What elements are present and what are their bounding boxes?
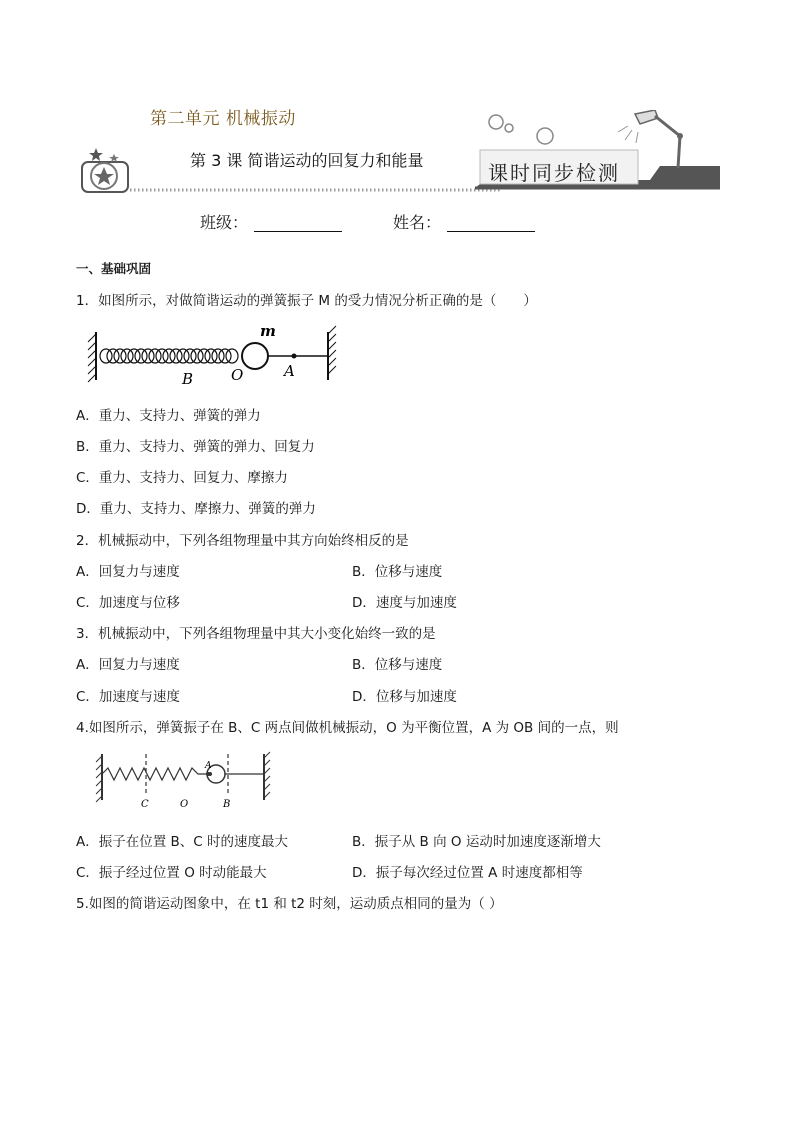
question-2-option-d[interactable]: D．速度与加速度 xyxy=(352,595,457,611)
question-3-option-a[interactable]: A．回复力与速度 xyxy=(76,657,180,673)
label-O: O xyxy=(231,366,244,384)
name-blank[interactable] xyxy=(447,215,535,232)
question-5-stem: 5.如图的简谐运动图象中，在 t1 和 t2 时刻，运动质点相同的量为（ ） xyxy=(76,896,503,912)
question-3-option-b[interactable]: B．位移与速度 xyxy=(352,657,443,673)
question-2-stem: 2．机械振动中，下列各组物理量中其方向始终相反的是 xyxy=(76,533,409,549)
question-3-option-c[interactable]: C．加速度与速度 xyxy=(76,689,180,705)
question-1-option-a[interactable]: A．重力、支持力、弹簧的弹力 xyxy=(76,408,261,424)
question-2-option-b[interactable]: B．位移与速度 xyxy=(352,564,443,580)
banner-text: 课时同步检测 xyxy=(488,161,620,185)
name-label: 姓名： xyxy=(393,213,442,232)
question-3-option-d[interactable]: D．位移与加速度 xyxy=(352,689,457,705)
question-1-option-c[interactable]: C．重力、支持力、回复力、摩擦力 xyxy=(76,470,288,486)
spring-oscillator-figure-1 xyxy=(84,322,344,388)
label-B: B xyxy=(182,370,194,388)
lesson-title: 第 3 课 简谐运动的回复力和能量 xyxy=(190,151,424,170)
question-4-option-b[interactable]: B．振子从 B 向 O 运动时加速度逐渐增大 xyxy=(352,834,601,850)
label-B: B xyxy=(223,799,231,810)
unit-title: 第二单元 机械振动 xyxy=(150,109,296,129)
label-C: C xyxy=(141,799,149,810)
question-2-option-a[interactable]: A．回复力与速度 xyxy=(76,564,180,580)
label-A: A xyxy=(284,362,295,380)
question-1-option-b[interactable]: B．重力、支持力、弹簧的弹力、回复力 xyxy=(76,439,315,455)
section-title: 一、基础巩固 xyxy=(76,261,152,276)
class-label: 班级： xyxy=(200,213,249,232)
class-blank[interactable] xyxy=(254,215,342,232)
question-4-option-c[interactable]: C．振子经过位置 O 时动能最大 xyxy=(76,865,267,881)
name-field xyxy=(393,210,535,233)
question-1-stem: 1．如图所示，对做简谐运动的弹簧振子 M 的受力情况分析正确的是（ ） xyxy=(76,293,537,309)
question-4-option-d[interactable]: D．振子每次经过位置 A 时速度都相等 xyxy=(352,865,583,881)
spring-oscillator-figure-4 xyxy=(94,748,294,810)
question-2-option-c[interactable]: C．加速度与位移 xyxy=(76,595,180,611)
bubbles-icon xyxy=(489,115,553,144)
question-3-stem: 3．机械振动中，下列各组物理量中其大小变化始终一致的是 xyxy=(76,626,436,642)
question-1-option-d[interactable]: D．重力、支持力、摩擦力、弹簧的弹力 xyxy=(76,501,316,517)
label-A: A xyxy=(205,761,212,771)
question-4-option-a[interactable]: A．振子在位置 B、C 时的速度最大 xyxy=(76,834,289,850)
class-field xyxy=(200,210,342,233)
star-badge-icon xyxy=(82,148,128,192)
label-O: O xyxy=(180,799,189,810)
question-4-stem: 4.如图所示，弹簧振子在 B、C 两点间做机械振动，O 为平衡位置，A 为 OB 间的一点，则 xyxy=(76,720,619,736)
label-m: m xyxy=(260,322,276,340)
